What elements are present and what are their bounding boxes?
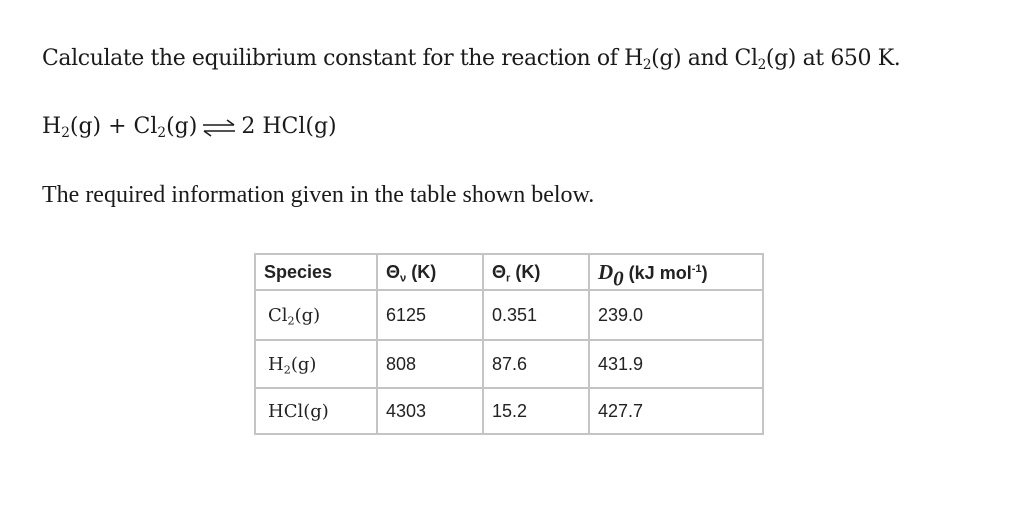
d0-cell: 239.0 [589, 290, 763, 340]
header-d0: $D_0$ (kJ mol$^{-1}$) [589, 254, 763, 290]
theta-r-cell: 15.2 [483, 388, 589, 434]
species-cell: $Cl_2(g)$ [255, 290, 377, 340]
info-note: The required information given in the table shown below. [42, 182, 595, 208]
reactant-h-subscript: 2 [61, 125, 70, 142]
header-species: Species [255, 254, 377, 290]
table-row [255, 290, 763, 340]
theta-v-cell: 4303 [377, 388, 483, 434]
species-cell: HCl(g) [255, 388, 377, 434]
table-row [255, 388, 763, 434]
theta-r-cell: 87.6 [483, 340, 589, 388]
reactant-h-state: (g) + Cl [69, 114, 158, 139]
data-table [254, 253, 764, 435]
product-hcl: 2 HCl(g) [241, 114, 337, 139]
reaction-equation [42, 114, 337, 143]
question-h2-subscript: 2 [642, 57, 652, 74]
reactant-cl-state: (g) [166, 114, 198, 139]
d0-cell: 431.9 [589, 340, 763, 388]
question-suffix: (g) at 650 K. [765, 46, 901, 71]
reactant-h: H [42, 114, 62, 139]
question-prefix: Calculate the equilibrium constant for the reaction of H [42, 46, 643, 71]
species-cell: $H_2(g)$ [255, 340, 377, 388]
theta-r-cell: 0.351 [483, 290, 589, 340]
table-header-row [255, 254, 763, 290]
table-row [255, 340, 763, 388]
question-text [42, 46, 901, 74]
equilibrium-arrows-icon [201, 118, 237, 143]
question-cl2-subscript: 2 [757, 57, 766, 74]
d0-cell: 427.7 [589, 388, 763, 434]
theta-v-cell: 808 [377, 340, 483, 388]
reactant-cl-subscript: 2 [157, 125, 167, 142]
header-theta-r: $\Theta_r$ (K) [483, 254, 589, 290]
question-middle: (g) and Cl [651, 46, 758, 71]
theta-v-cell: 6125 [377, 290, 483, 340]
header-theta-v: $\Theta_\nu$ (K) [377, 254, 483, 290]
